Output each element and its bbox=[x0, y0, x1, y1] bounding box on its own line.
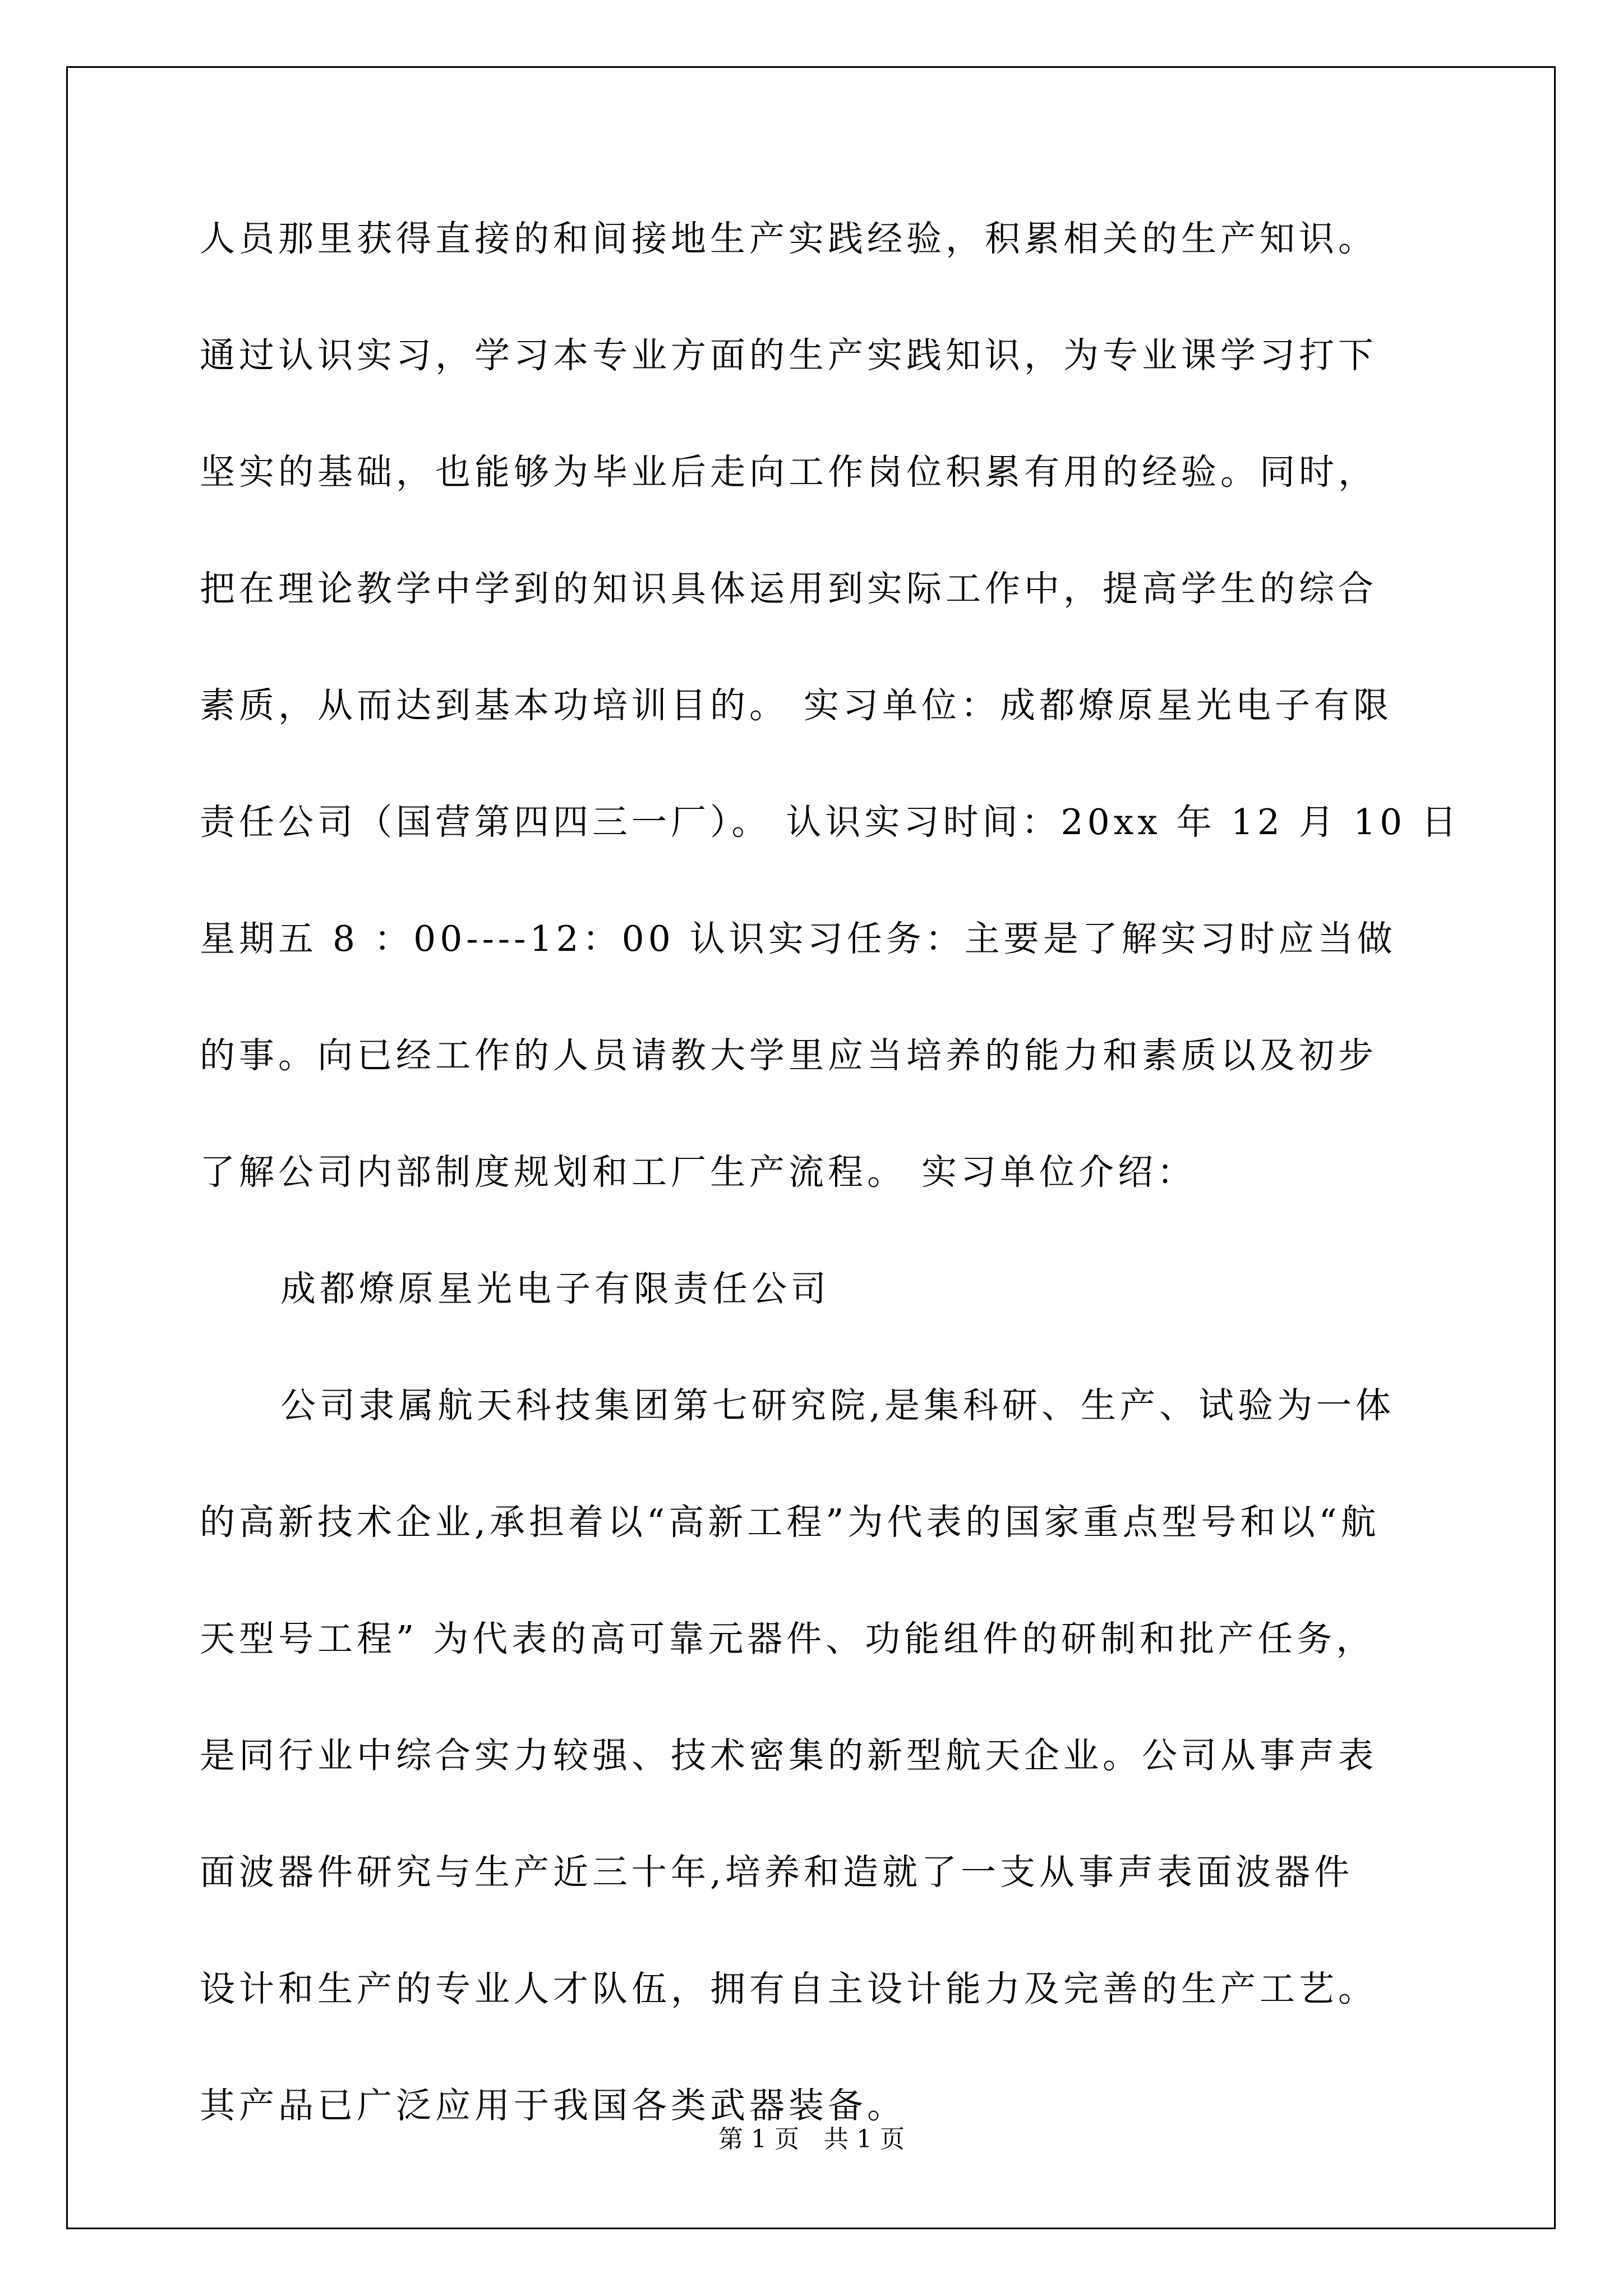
body-text-line: 坚实的基础，也能够为毕业后走向工作岗位积累有用的经验。同时， bbox=[200, 452, 1377, 493]
body-text-line: 星期五 8 ：00----12：00 认识实习任务：主要是了解实习时应当做 bbox=[200, 918, 1396, 959]
body-text-line: 的事。向已经工作的人员请教大学里应当培养的能力和素质以及初步 bbox=[200, 1035, 1377, 1076]
body-text-line: 是同行业中综合实力较强、技术密集的新型航天企业。公司从事声表 bbox=[200, 1735, 1377, 1776]
page-number-footer: 第 1 页 共 1 页 bbox=[718, 2125, 905, 2154]
body-text-line: 责任公司（国营第四四三一厂）。 认识实习时间：20xx 年 12 月 10 日 bbox=[200, 802, 1461, 843]
body-text-line: 其产品已广泛应用于我国各类武器装备。 bbox=[200, 2085, 906, 2126]
body-text-line: 把在理论教学中学到的知识具体运用到实际工作中，提高学生的综合 bbox=[200, 568, 1377, 609]
body-text-line: 人员那里获得直接的和间接地生产实践经验，积累相关的生产知识。 bbox=[200, 218, 1377, 259]
body-text-line: 的高新技术企业,承担着以“高新工程”为代表的国家重点型号和以“航 bbox=[200, 1502, 1380, 1543]
body-text-line: 素质，从而达到基本功培训目的。 实习单位：成都燎原星光电子有限 bbox=[200, 685, 1393, 726]
body-text-line: 公司隶属航天科技集团第七研究院,是集科研、生产、试验为一体 bbox=[280, 1385, 1395, 1426]
body-text-line: 设计和生产的专业人才队伍，拥有自主设计能力及完善的生产工艺。 bbox=[200, 1968, 1377, 2009]
body-text-line: 通过认识实习，学习本专业方面的生产实践知识，为专业课学习打下 bbox=[200, 335, 1377, 376]
body-text-line: 天型号工程” 为代表的高可靠元器件、功能组件的研制和批产任务， bbox=[200, 1618, 1376, 1659]
body-text-line: 面波器件研究与生产近三十年,培养和造就了一支从事声表面波器件 bbox=[200, 1852, 1354, 1893]
company-name-line: 成都燎原星光电子有限责任公司 bbox=[280, 1268, 830, 1309]
body-text-line: 了解公司内部制度规划和工厂生产流程。 实习单位介绍： bbox=[200, 1152, 1197, 1193]
